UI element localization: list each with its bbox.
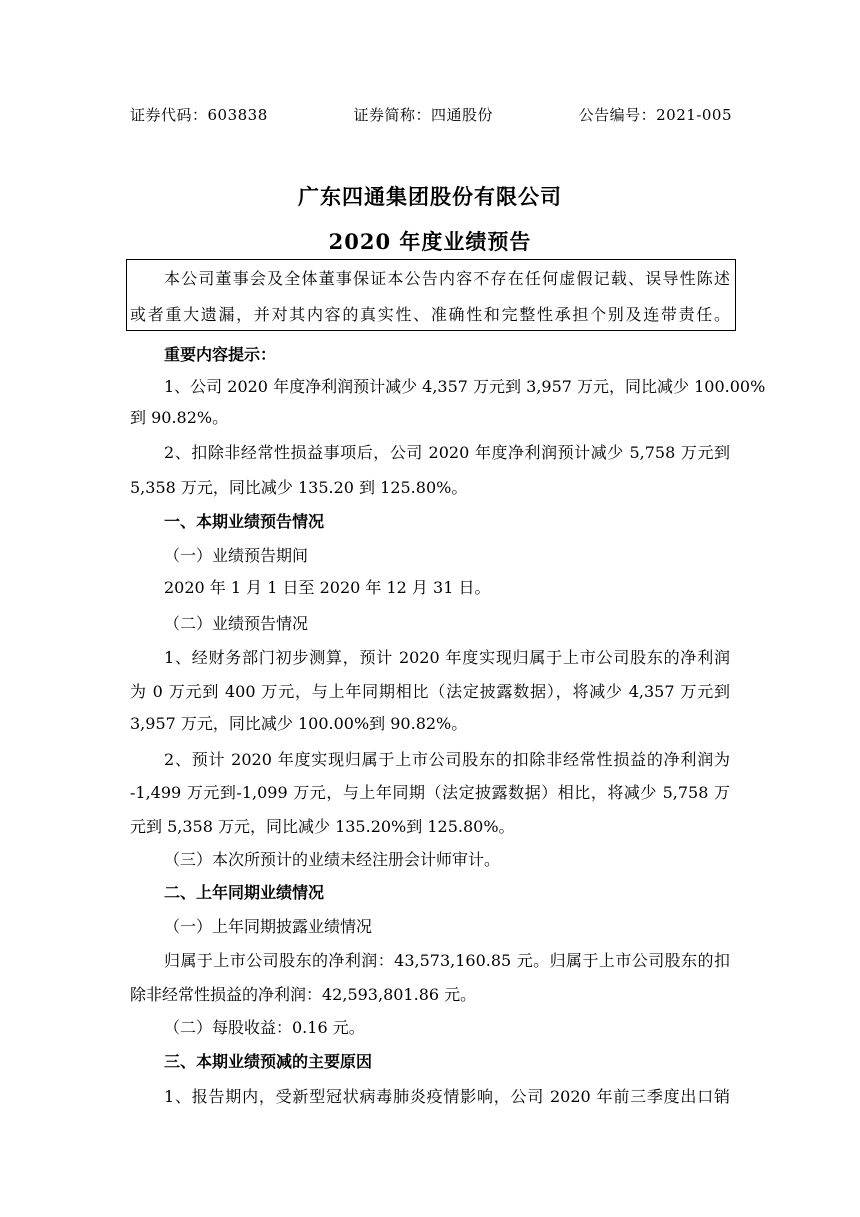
paragraph-line: 元到 5,358 万元，同比减少 135.20%到 125.80%。	[130, 817, 515, 836]
document-title: 2020 年度业绩预告	[328, 229, 532, 254]
paragraph-line: 除非经常性损益的净利润：42,593,801.86 元。	[130, 985, 477, 1004]
paragraph-line: 1、报告期内，受新型冠状病毒肺炎疫情影响，公司 2020 年前三季度出口销	[164, 1087, 730, 1106]
paragraph-line: 5,358 万元，同比减少 135.20 到 125.80%。	[130, 478, 468, 497]
paragraph-line: 为 0 万元到 400 万元，与上年同期相比（法定披露数据），将减少 4,357 万元到	[130, 682, 730, 701]
disclaimer-line: 本公司董事会及全体董事保证本公告内容不存在任何虚假记载、误导性陈述	[164, 269, 730, 288]
section-heading: 三、本期业绩预减的主要原因	[164, 1052, 373, 1071]
section-heading: 一、本期业绩预告情况	[164, 512, 325, 531]
subsection-heading: （二）业绩预告情况	[164, 614, 309, 633]
paragraph-line: （二）每股收益：0.16 元。	[164, 1018, 365, 1037]
stock-short-name: 证券简称：四通股份	[353, 106, 493, 124]
paragraph-line: 2、预计 2020 年度实现归属于上市公司股东的扣除非经常性损益的净利润为	[164, 750, 730, 769]
paragraph-line: 1、公司 2020 年度净利润预计减少 4,357 万元到 3,957 万元，同比减少 100.00%	[164, 377, 766, 396]
disclaimer-line: 或者重大遗漏，并对其内容的真实性、准确性和完整性承担个别及连带责任。	[130, 305, 730, 324]
paragraph-line: 到 90.82%。	[130, 408, 229, 427]
company-title: 广东四通集团股份有限公司	[298, 184, 562, 209]
paragraph-line: 3,957 万元，同比减少 100.00%到 90.82%。	[130, 714, 468, 733]
paragraph-line: 2、扣除非经常性损益事项后，公司 2020 年度净利润预计减少 5,758 万元到	[164, 443, 730, 462]
paragraph-line: 2020 年 1 月 1 日至 2020 年 12 月 31 日。	[164, 578, 491, 597]
doc-header	[130, 104, 732, 125]
important-heading: 重要内容提示：	[164, 345, 277, 364]
paragraph-line: 归属于上市公司股东的净利润：43,573,160.85 元。归属于上市公司股东的扣	[164, 951, 730, 970]
section-heading: 二、上年同期业绩情况	[164, 883, 325, 902]
paragraph-line: 1、经财务部门初步测算，预计 2020 年度实现归属于上市公司股东的净利润	[164, 648, 730, 667]
paragraph-line: （三）本次所预计的业绩未经注册会计师审计。	[164, 850, 501, 869]
subsection-heading: （一）上年同期披露业绩情况	[164, 917, 373, 936]
stock-code: 证券代码：603838	[130, 106, 268, 124]
notice-number: 公告编号：2021-005	[578, 106, 732, 124]
subsection-heading: （一）业绩预告期间	[164, 546, 309, 565]
paragraph-line: -1,499 万元到-1,099 万元，与上年同期（法定披露数据）相比，将减少 5,758 万	[130, 783, 730, 802]
